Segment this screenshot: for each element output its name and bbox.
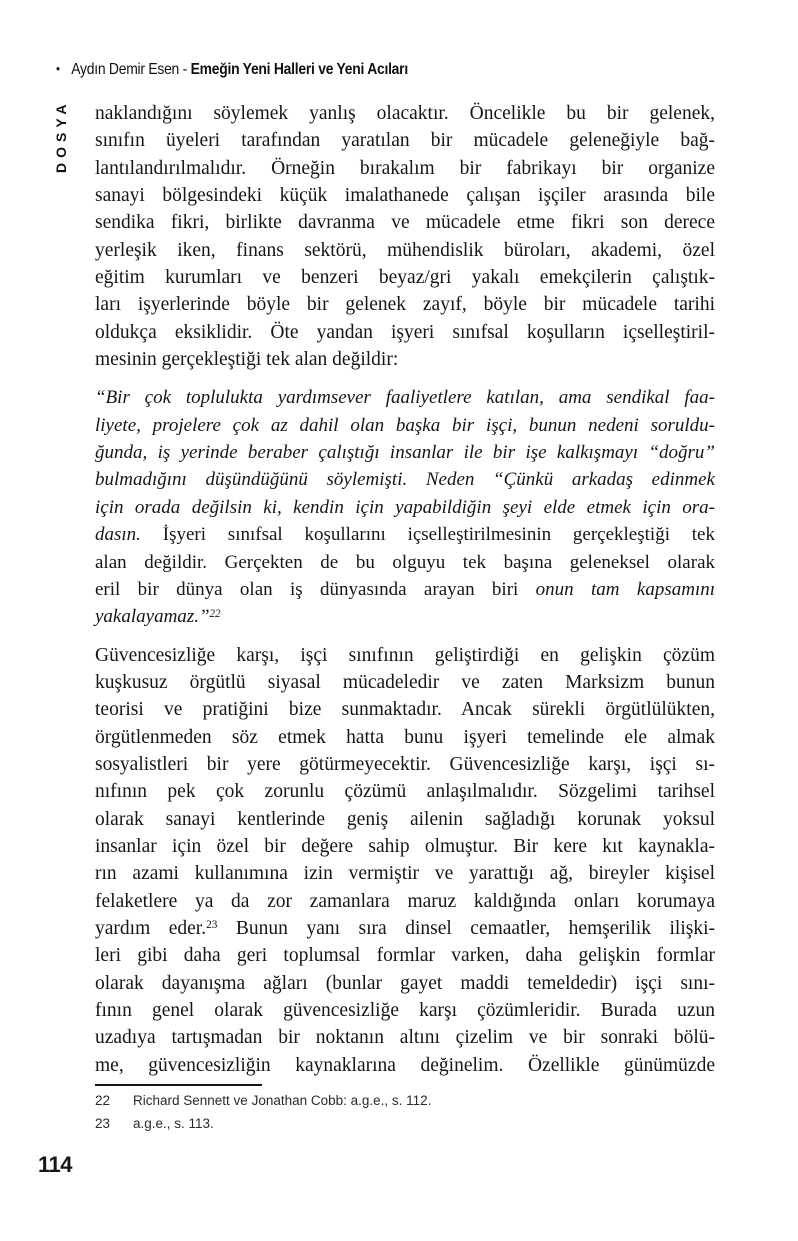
text-line [95, 576, 715, 603]
text-run: onun tam kapsamını [535, 578, 715, 600]
text-run: örgütlenmeden söz etmek hatta bunu işyeri temelinde ele almak [95, 726, 715, 748]
text-run: sendika fikri, birlikte davranma ve mücadele etme fikri son derece [95, 212, 715, 234]
text-line [95, 209, 715, 236]
text-run: leri gibi daha geri toplumsal formlar varken, daha gelişkin formlar [95, 945, 715, 967]
text-line [95, 346, 715, 373]
text-line [95, 1052, 715, 1079]
text-line [95, 412, 715, 439]
text-run: sanayi bölgesindeki küçük imalathanede çalışan işçiler arasında bile [95, 185, 715, 207]
text-line [95, 778, 715, 805]
text-run: olarak dayanışma ağları (bunlar gayet maddi temeldedir) işçi sını- [95, 972, 715, 994]
text-line [95, 1024, 715, 1051]
footnote-ref: 22 [209, 607, 221, 620]
text-line [95, 751, 715, 778]
text-run: nıfının pek çok zorunlu çözümü anlaşılmalıdır. Sözgelimi tarihsel [95, 781, 715, 803]
footnotes [95, 1090, 715, 1135]
text-line [95, 942, 715, 969]
text-run: İşyeri sınıfsal koşullarını içselleştirilmesinin gerçekleştiği tek [140, 524, 715, 546]
text-run: felaketlere ya da zor zamanlara maruz kaldığında onları korumaya [95, 890, 715, 912]
text-line [95, 724, 715, 751]
text-run: Bunun yanı sıra dinsel cemaatler, hemşerilik ilişki- [217, 917, 715, 939]
text-run: ğunda, iş yerinde beraber çalıştığı insanlar ile bir işe kalkışmayı “doğru” [95, 442, 715, 464]
text-line [95, 155, 715, 182]
footnote-number: 23 [95, 1115, 111, 1131]
text-run: sosyalistleri bir yere götürmeyecektir. Güvencesizliğe karşı, işçi sı- [95, 753, 715, 775]
paragraph-1 [95, 100, 715, 373]
block-quote [95, 384, 715, 630]
section-label-dosya: DOSYA [53, 99, 69, 173]
text-line [95, 182, 715, 209]
text-line [95, 100, 715, 127]
text-line [95, 669, 715, 696]
text-run: rın azami kullanımına izin vermiştir ve yarattığı ağ, bireyler kişisel [95, 863, 715, 885]
text-line [95, 833, 715, 860]
text-run: yakalayamaz.” [95, 606, 210, 628]
header-author: Aydın Demir Esen - [71, 61, 191, 78]
text-line [95, 237, 715, 264]
text-line [95, 549, 715, 576]
text-line [95, 970, 715, 997]
header-book-title: Emeğin Yeni Halleri ve Yeni Acıları [190, 61, 408, 78]
text-run: yardım eder. [95, 917, 207, 939]
footnote-23 [95, 1113, 715, 1136]
text-run: naklandığını söylemek yanlış olacaktır. Öncelikle bu bir gelenek, [95, 103, 715, 124]
text-run: kuşkusuz örgütlü siyasal mücadeledir ve zaten Marksizm bunun [95, 671, 715, 693]
text-line [95, 439, 715, 466]
text-run: olarak sanayi kentlerinde geniş ailenin sağladığı korunak yoksul [95, 808, 715, 830]
footnote-number: 22 [95, 1093, 111, 1108]
text-run: dasın. [95, 524, 141, 546]
text-line [95, 521, 715, 548]
text-line [95, 384, 715, 411]
text-run: fının genel olarak güvencesizliğe karşı çözümleridir. Burada uzun [95, 1000, 715, 1021]
text-run: Güvencesizliğe karşı, işçi sınıfının geliştirdiği en gelişkin çözüm [95, 644, 715, 666]
text-line [95, 291, 715, 318]
text-run: me, güvencesizliğin kaynaklarına değinelim. Özellikle günümüzde [95, 1054, 715, 1076]
running-header [56, 61, 408, 79]
text-run: ları işyerlerinde böyle bir gelenek zayıf, böyle bir mücadele tarihi [95, 294, 715, 316]
text-line [95, 603, 715, 630]
body-text [95, 100, 715, 1079]
text-line [95, 997, 715, 1024]
text-run: mesinin gerçekleştiği tek alan değildir: [95, 349, 399, 371]
text-run: “Bir çok toplulukta yardımsever faaliyetlere katılan, ama sendikal faa- [95, 387, 715, 409]
text-line [95, 494, 715, 521]
footnote-text: Richard Sennett ve Jonathan Cobb: a.g.e., s. 112. [133, 1093, 432, 1108]
footnote-ref: 23 [206, 919, 218, 932]
text-line [95, 264, 715, 291]
footnote-separator [95, 1084, 262, 1086]
text-run: bulmadığını düşündüğünü söylemişti. Neden “Çünkü arkadaş edinmek [95, 469, 715, 491]
text-run: lantılandırılmalıdır. Örneğin bırakalım bir fabrikayı bir organize [95, 157, 715, 179]
text-line [95, 888, 715, 915]
text-line [95, 806, 715, 833]
text-line [95, 642, 715, 669]
bullet-icon: • [56, 61, 60, 76]
text-line [95, 319, 715, 346]
text-run: için orada değilsin ki, kendin için yapabildiğin şeyi elde etmek için ora- [95, 496, 715, 518]
page-number: 114 [38, 1152, 72, 1177]
text-run: sınıfın üyeleri tarafından yaratılan bir mücadele geleneğiyle bağ- [95, 130, 715, 152]
text-run: uzadıya tartışmadan bir noktanın altını çizelim ve bir sonraki bölü- [95, 1027, 715, 1049]
text-run: teorisi ve pratiğini bize sunmaktadır. Ancak sürekli örgütlülükten, [95, 699, 715, 721]
text-line [95, 915, 715, 942]
text-run: insanlar için özel bir değere sahip olmuştur. Bir kere kıt kaynakla- [95, 835, 715, 857]
text-run: eril bir dünya olan iş dünyasında arayan biri [95, 578, 536, 600]
text-run: alan değildir. Gerçekten de bu olguyu tek başına geleneksel olarak [95, 551, 715, 573]
footnote-22 [95, 1090, 715, 1113]
text-run: yerleşik iken, finans sektörü, mühendislik büroları, akademi, özel [95, 239, 715, 261]
text-line [95, 696, 715, 723]
text-run: liyete, projelere çok az dahil olan başka bir işçi, bunun nedeni soruldu- [95, 414, 715, 436]
footnote-text: a.g.e., s. 113. [133, 1115, 214, 1131]
text-run: oldukça eksiklidir. Öte yandan işyeri sınıfsal koşulların içselleştiril- [95, 321, 715, 343]
text-run: eğitim kurumları ve benzeri beyaz/gri yakalı emekçilerin çalıştık- [95, 267, 715, 289]
text-line [95, 860, 715, 887]
paragraph-2 [95, 642, 715, 1080]
text-line [95, 466, 715, 493]
text-line [95, 127, 715, 154]
